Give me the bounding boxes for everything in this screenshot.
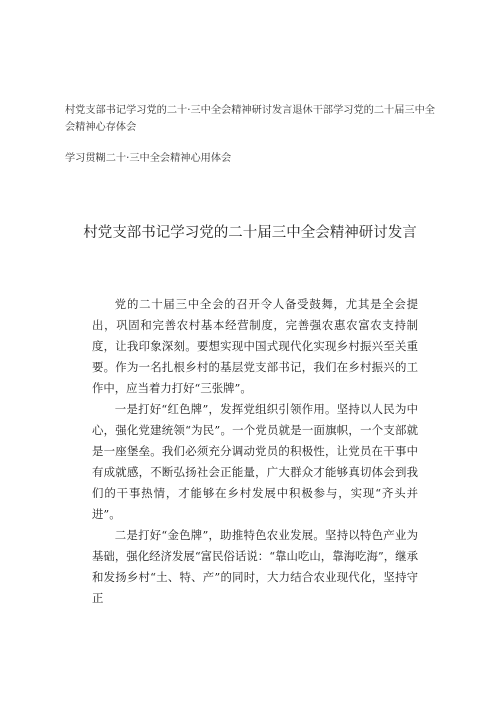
document-body [92,294,418,609]
paragraph-2: 一是打好“红色牌”，发挥党组织引领作用。坚持以人民为中心，强化党建统领“为民”。一个党员就是一面旗帜，一个支部就是一座堡垒。我们必须充分调动党员的积极性，让党员在干事中有成就感，不断弘扬社会正能量，广大群众才能够真切体会到我们的干事热情，才能够在乡村发展中积极参与，实现“齐头并进”。 [92,402,418,521]
table-of-contents [65,102,445,167]
paragraph-3: 二是打好“金色牌”，助推特色农业发展。坚持以特色产业为基础，强化经济发展“富民俗话说：“靠山吃山，靠海吃海”，继承和发扬乡村“土、特、产”的同时，大力结合农业现代化，坚持守正 [92,528,418,605]
document-title: 村党支部书记学习党的二十届三中全会精神研讨发言 [83,225,417,241]
paragraph-1: 党的二十届三中全会的召开令人备受鼓舞，尤其是全会提出，巩固和完善农村基本经营制度，完善强农惠农富农支持制度，让我印象深刻。要想实现中国式现代化实现乡村振兴至关重要。作为一名扎根乡村的基层党支部书记，我们在乡村振兴的工作中，应当着力打好“三张牌”。 [92,297,418,395]
toc-item-1[interactable]: 村党支部书记学习党的二十·三中全会精神研讨发言退休干部学习党的二十届三中全会精神心存体会 [65,105,435,133]
toc-item-2[interactable]: 学习贯糊二十·三中全会精神心用体会 [65,153,232,164]
